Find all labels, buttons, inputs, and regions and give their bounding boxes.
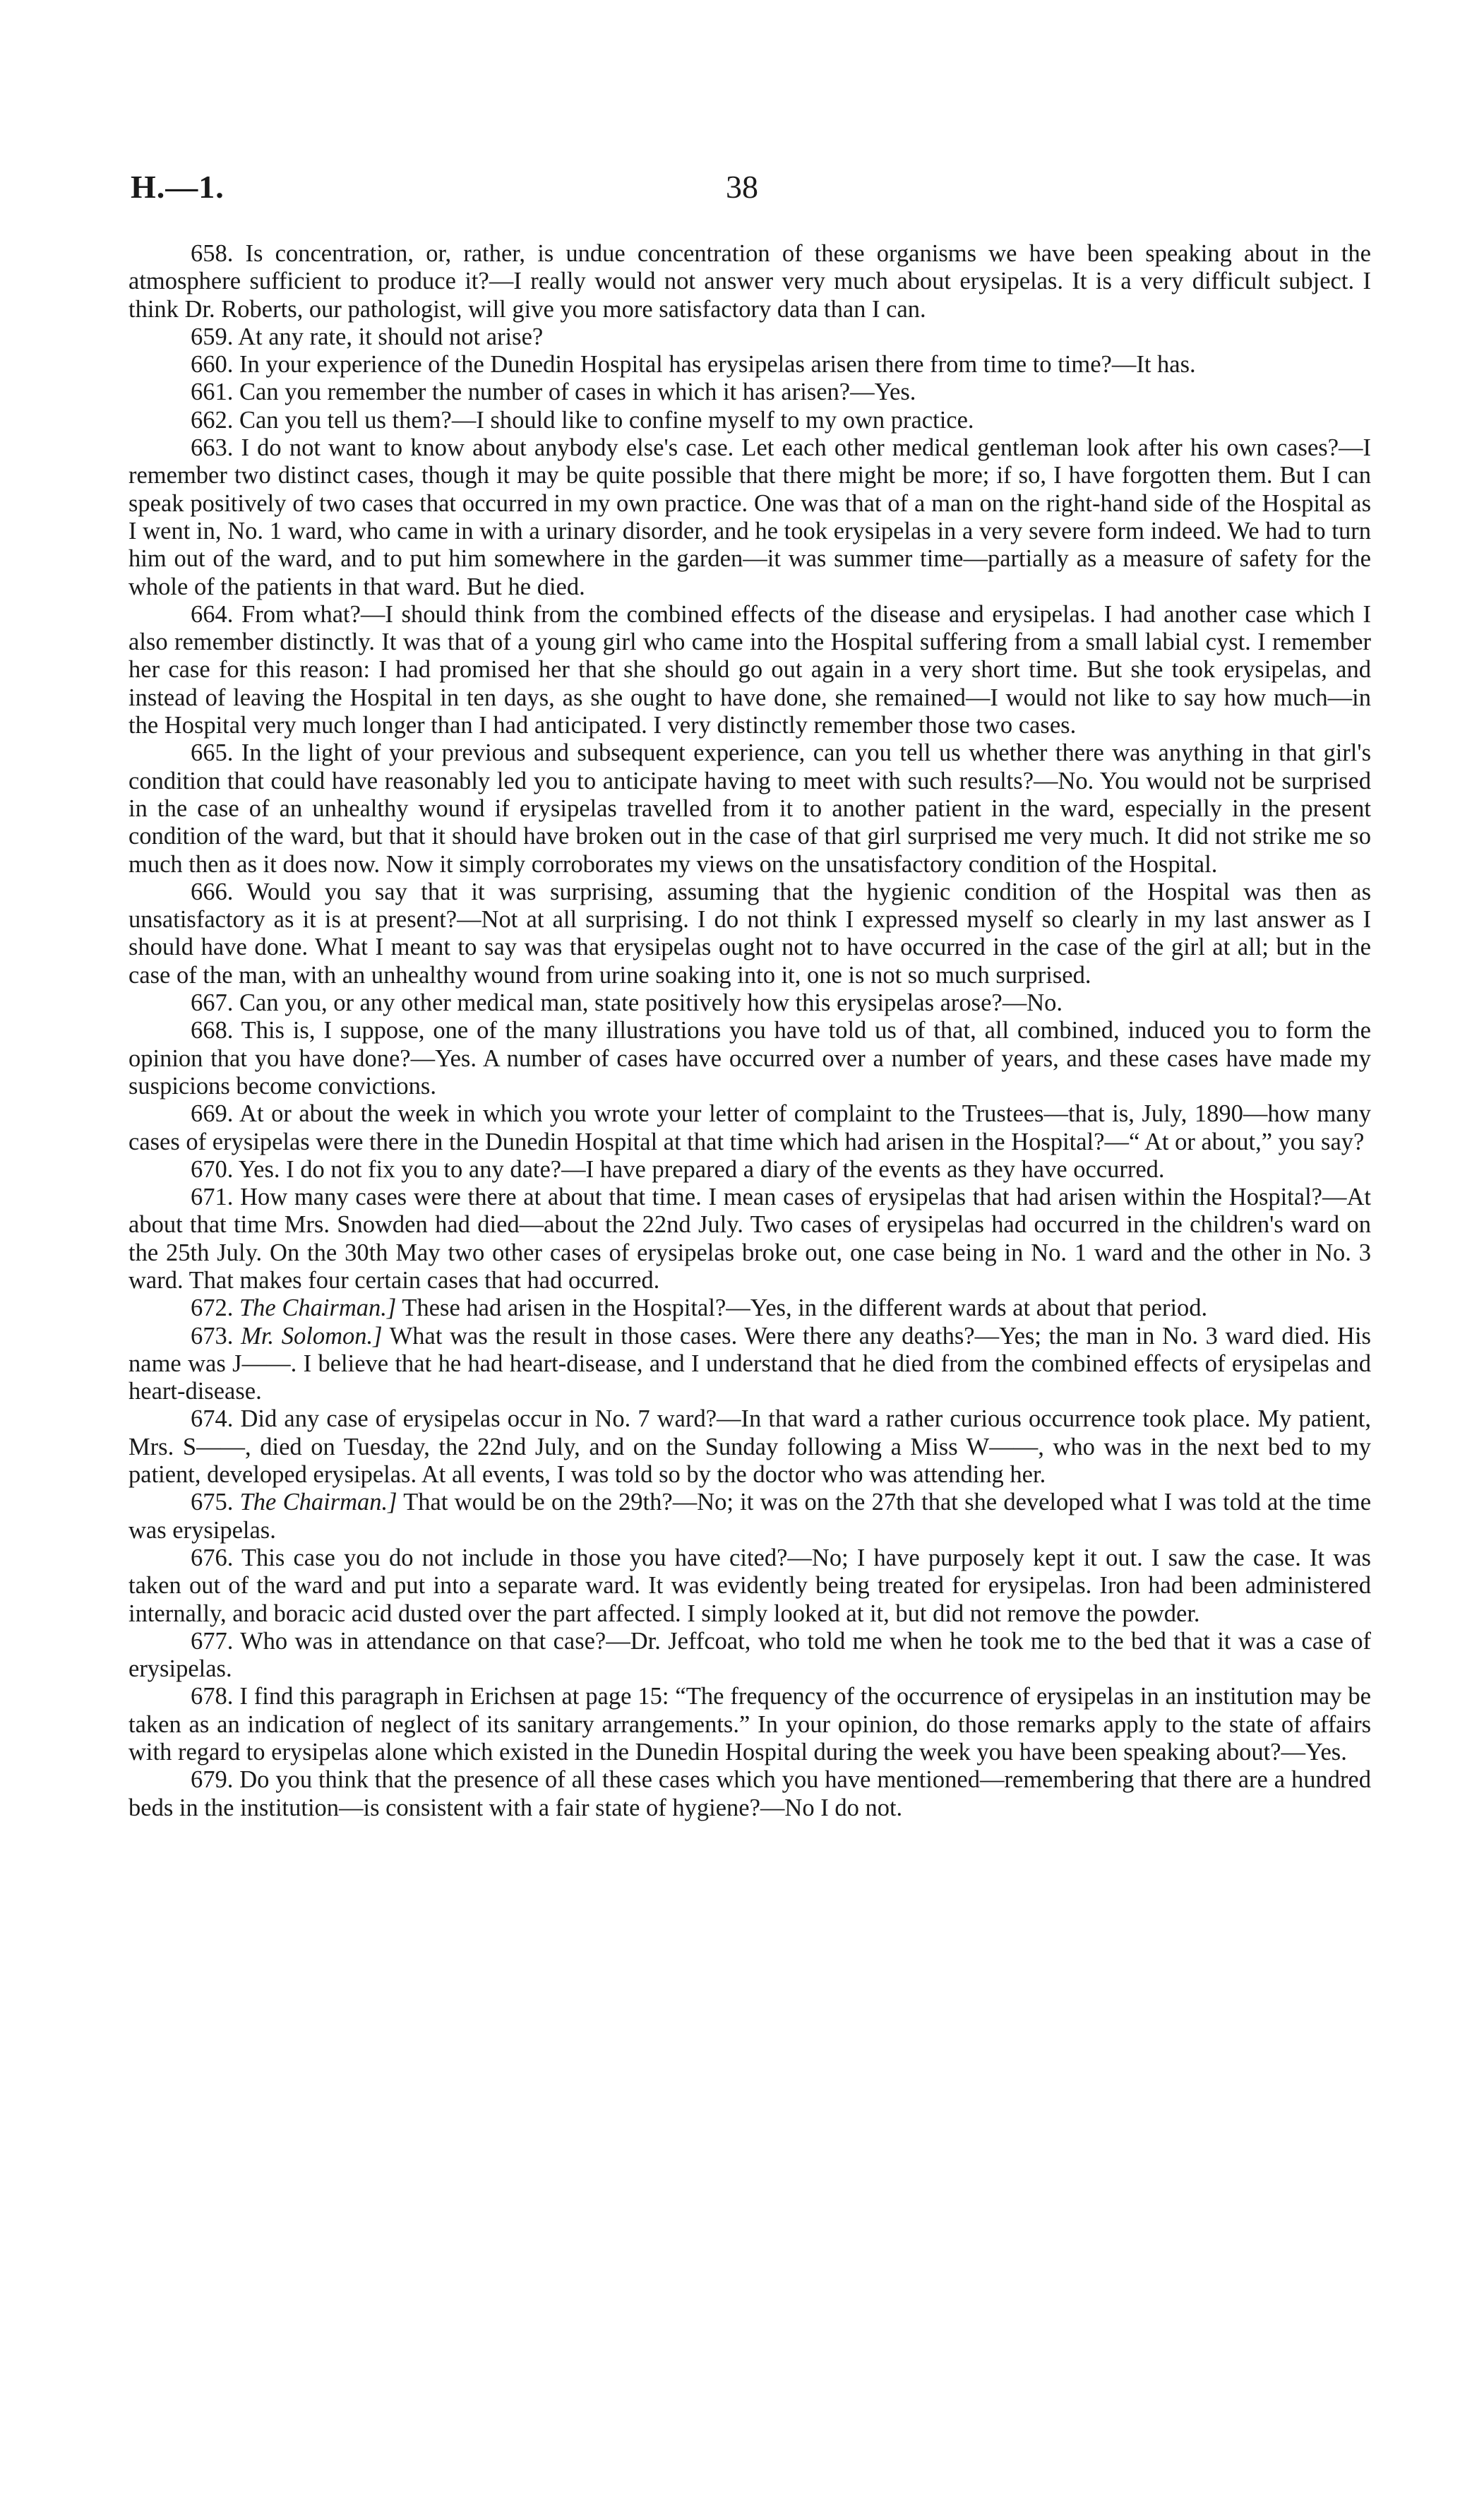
paragraph: 674. Did any case of erysipelas occur in No. 7 ward?—In that ward a rather curious occurrence took place. My patient, Mrs. S——, died on Tuesday, the 22nd July, and on the Sunday following a Miss W——, who was in the next bed to my patient, developed erysipelas. At all events, I was told so by the doctor who was attending her.: [128, 1405, 1371, 1489]
paragraph: 679. Do you think that the presence of all these cases which you have mentioned—remembering that there are a hundred beds in the institution—is consistent with a fair state of hygiene?—No I do not.: [128, 1766, 1371, 1821]
paragraph: 678. I find this paragraph in Erichsen at page 15: “The frequency of the occurrence of erysipelas in an institution may be taken as an indication of neglect of its sanitary arrangements.” In your opinion, do those remarks apply to the state of affairs with regard to erysipelas alone which existed in the Dunedin Hospital during the week you have been speaking about?—Yes.: [128, 1683, 1371, 1766]
paragraph: 660. In your experience of the Dunedin Hospital has erysipelas arisen there from time to time?—It has.: [191, 351, 1196, 379]
document-code: H.—1.: [131, 169, 225, 205]
paragraph: 669. At or about the week in which you wrote your letter of complaint to the Trustees—that is, July, 1890—how many cases of erysipelas were there in the Dunedin Hospital at that time which had arisen in the Hospital?—“ At or about,” you say?: [128, 1100, 1371, 1155]
speaker-label: Mr. Solomon.]: [241, 1322, 383, 1350]
paragraph: 659. At any rate, it should not arise?: [191, 323, 544, 350]
paragraph: 671. How many cases were there at about that time. I mean cases of erysipelas that had arisen within the Hospital?—At about that time Mrs. Snowden had died—about the 22nd July. Two cases of erysipelas had occurred in the children's ward on the 25th July. On the 30th May two other cases of erysipelas broke out, one case being in No. 1 ward and the other in No. 3 ward. That makes four certain cases that had occurred.: [128, 1184, 1371, 1294]
paragraph: 670. Yes. I do not fix you to any date?—I have prepared a diary of the events as they have occurred.: [191, 1155, 1165, 1183]
paragraph: 673. Mr. Solomon.] What was the result in those cases. Were there any deaths?—Yes; the man in No. 3 ward died. His name was J——. I believe that he had heart-disease, and I understand that he died from the combined effects of erysipelas and heart-disease.: [128, 1322, 1371, 1405]
paragraph: 667. Can you, or any other medical man, state positively how this erysipelas arose?—No.: [191, 989, 1063, 1017]
paragraph: 666. Would you say that it was surprising, assuming that the hygienic condition of the Hospital was then as unsatisfactory as it is at present?—Not at all surprising. I do not think I expressed myself so clearly in my last answer as I should have done. What I meant to say was that erysipelas ought not to have occurred in the case of the girl at all; but in the case of the man, with an unhealthy wound from urine soaking into it, one is not so much surprised.: [128, 878, 1371, 989]
paragraph: 672. The Chairman.] These had arisen in the Hospital?—Yes, in the different wards at about that period.: [191, 1294, 1208, 1322]
speaker-label: The Chairman.]: [239, 1294, 397, 1322]
paragraph: 664. From what?—I should think from the combined effects of the disease and erysipelas. I had another case which I also remember distinctly. It was that of a young girl who came into the Hospital suffering from a small labial cyst. I remember her case for this reason: I had promised her that she should go out again in a very short time. But she took erysipelas, and instead of leaving the Hospital in ten days, as she ought to have done, she remained—I would not like to say how much—in the Hospital very much longer than I had anticipated. I very distinctly remember those two cases.: [128, 600, 1371, 739]
paragraph: 663. I do not want to know about anybody else's case. Let each other medical gentleman look after his own cases?—I remember two distinct cases, though it may be quite possible that there might be more; if so, I have forgotten them. But I can speak positively of two cases that occurred in my own practice. One was that of a man on the right-hand side of the Hospital as I went in, No. 1 ward, who came in with a urinary disorder, and he took erysipelas in a very severe form indeed. We had to turn him out of the ward, and to put him somewhere in the garden—it was summer time—partially as a measure of safety for the whole of the patients in that ward. But he died.: [128, 434, 1371, 600]
paragraph: 662. Can you tell us them?—I should like to confine myself to my own practice.: [191, 406, 974, 434]
paragraph: 677. Who was in attendance on that case?—Dr. Jeffcoat, who told me when he took me to the bed that it was a case of erysipelas.: [128, 1627, 1371, 1683]
paragraph: 668. This is, I suppose, one of the many illustrations you have told us of that, all combined, induced you to form the opinion that you have done?—Yes. A number of cases have occurred over a number of years, and these cases have made my suspicions become convictions.: [128, 1017, 1371, 1100]
page-number: 38: [726, 169, 758, 205]
paragraph: 676. This case you do not include in those you have cited?—No; I have purposely kept it out. I saw the case. It was taken out of the ward and put into a separate ward. It was evidently being treated for erysipelas. Iron had been administered internally, and boracic acid dusted over the part affected. I simply looked at it, but did not remove the powder.: [128, 1544, 1371, 1627]
paragraph: 661. Can you remember the number of cases in which it has arisen?—Yes.: [191, 379, 916, 406]
paragraph: 658. Is concentration, or, rather, is undue concentration of these organisms we have been speaking about in the atmosphere sufficient to produce it?—I really would not answer very much about erysipelas. It is a very difficult subject. I think Dr. Roberts, our pathologist, will give you more satisfactory data than I can.: [128, 240, 1371, 323]
page-header: [131, 168, 1353, 218]
paragraph: 665. In the light of your previous and subsequent experience, can you tell us whether there was anything in that girl's condition that could have reasonably led you to anticipate having to meet with such results?—No. You would not be surprised in the case of an unhealthy wound if erysipelas travelled from it to another patient in the ward, especially in the present condition of the ward, but that it should have broken out in the case of that girl surprised me very much. It did not strike me so much then as it does now. Now it simply corroborates my views on the unsatisfactory condition of the Hospital.: [128, 739, 1371, 878]
body-text: [128, 240, 1371, 1822]
paragraph: 675. The Chairman.] That would be on the 29th?—No; it was on the 27th that she developed what I was told at the time was erysipelas.: [128, 1489, 1372, 1544]
speaker-label: The Chairman.]: [239, 1489, 397, 1516]
